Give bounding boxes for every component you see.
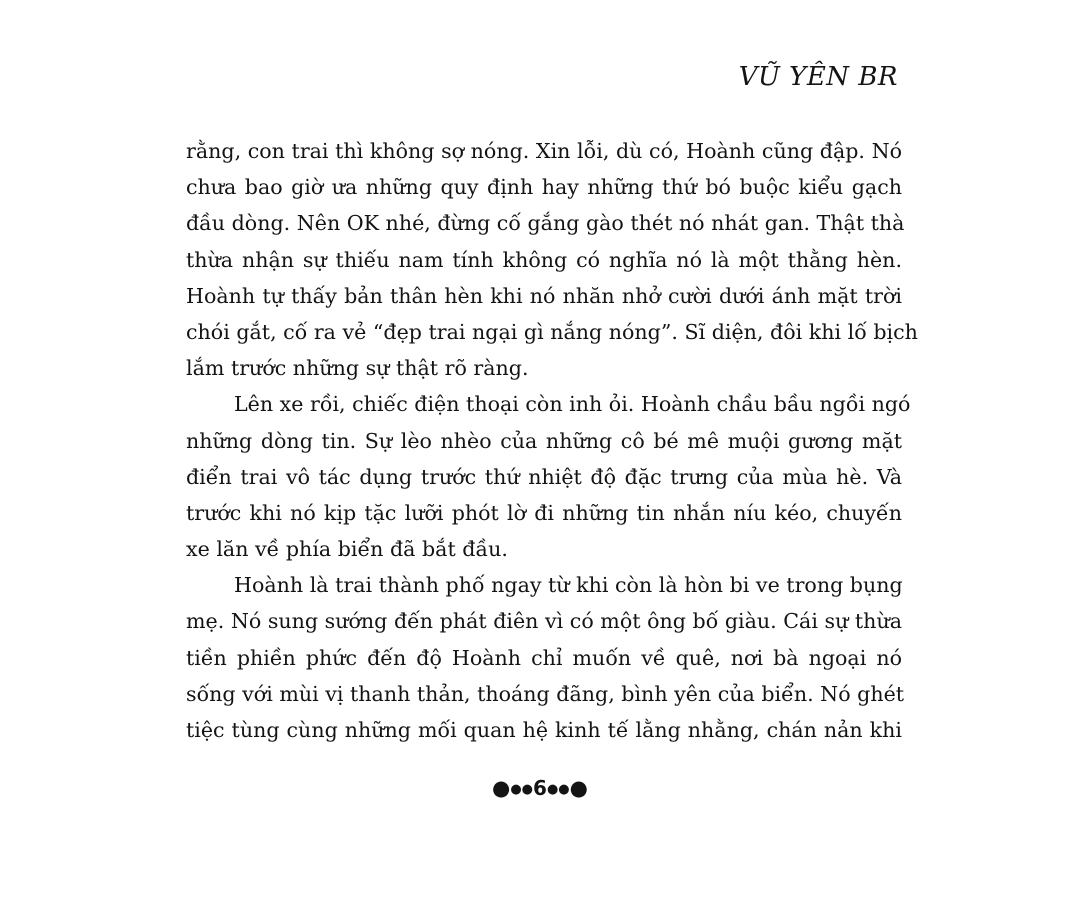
text-line: thừa nhận sự thiếu nam tính không có nghĩa nó là một thằng hèn. [186, 247, 902, 272]
ornament-dot-icon: ●● [546, 782, 570, 797]
text-line: những dòng tin. Sự lèo nhèo của những cô bé mê muội gương mặt [186, 428, 902, 453]
text-line: mẹ. Nó sung sướng đến phát điên vì có một ông bố giàu. Cái sự thừa [186, 609, 902, 634]
text-line: chói gắt, cố ra vẻ “đẹp trai ngại gì nắng nóng”. Sĩ diện, đôi khi lố bịch [186, 319, 918, 344]
text-line: Hoành là trai thành phố ngay từ khi còn là hòn bi ve trong bụng [234, 573, 903, 598]
text-line: Hoành tự thấy bản thân hèn khi nó nhăn nhở cười dưới ánh mặt trời [186, 283, 902, 308]
text-line: đầu dòng. Nên OK nhé, đừng cố gắng gào thét nó nhát gan. Thật thà [186, 211, 905, 236]
text-line: chưa bao giờ ưa những quy định hay những thứ bó buộc kiểu gạch [186, 175, 902, 200]
page-number-footer [0, 776, 1080, 800]
ornament-dot-icon: ● [569, 776, 588, 800]
ornament-dot-icon: ●● [510, 782, 534, 797]
text-line: Lên xe rồi, chiếc điện thoại còn inh ỏi. Hoành chầu bầu ngồi ngó [234, 392, 911, 417]
text-line: trước khi nó kịp tặc lưỡi phót lờ đi những tin nhắn níu kéo, chuyến [186, 500, 902, 525]
text-line: điển trai vô tác dụng trước thứ nhiệt độ đặc trưng của mùa hè. Và [186, 464, 902, 489]
text-line: rằng, con trai thì không sợ nóng. Xin lỗi, dù có, Hoành cũng đập. Nó [186, 139, 902, 163]
text-line: sống với mùi vị thanh thản, thoáng đãng, bình yên của biển. Nó ghét [186, 681, 905, 706]
body-text [186, 133, 918, 748]
text-line: tiền phiền phức đến độ Hoành chỉ muốn về quê, nơi bà ngoại nó [186, 645, 902, 670]
page-number: 6 [533, 776, 547, 800]
ornament-dot-icon: ● [492, 776, 511, 800]
text-line: xe lăn về phía biển đã bắt đầu. [186, 537, 508, 562]
text-line: tiệc tùng cùng những mối quan hệ kinh tế lằng nhằng, chán nản khi [186, 718, 902, 742]
running-header-author: VŨ YÊN BR [738, 62, 898, 92]
text-line: lắm trước những sự thật rõ ràng. [186, 356, 529, 381]
